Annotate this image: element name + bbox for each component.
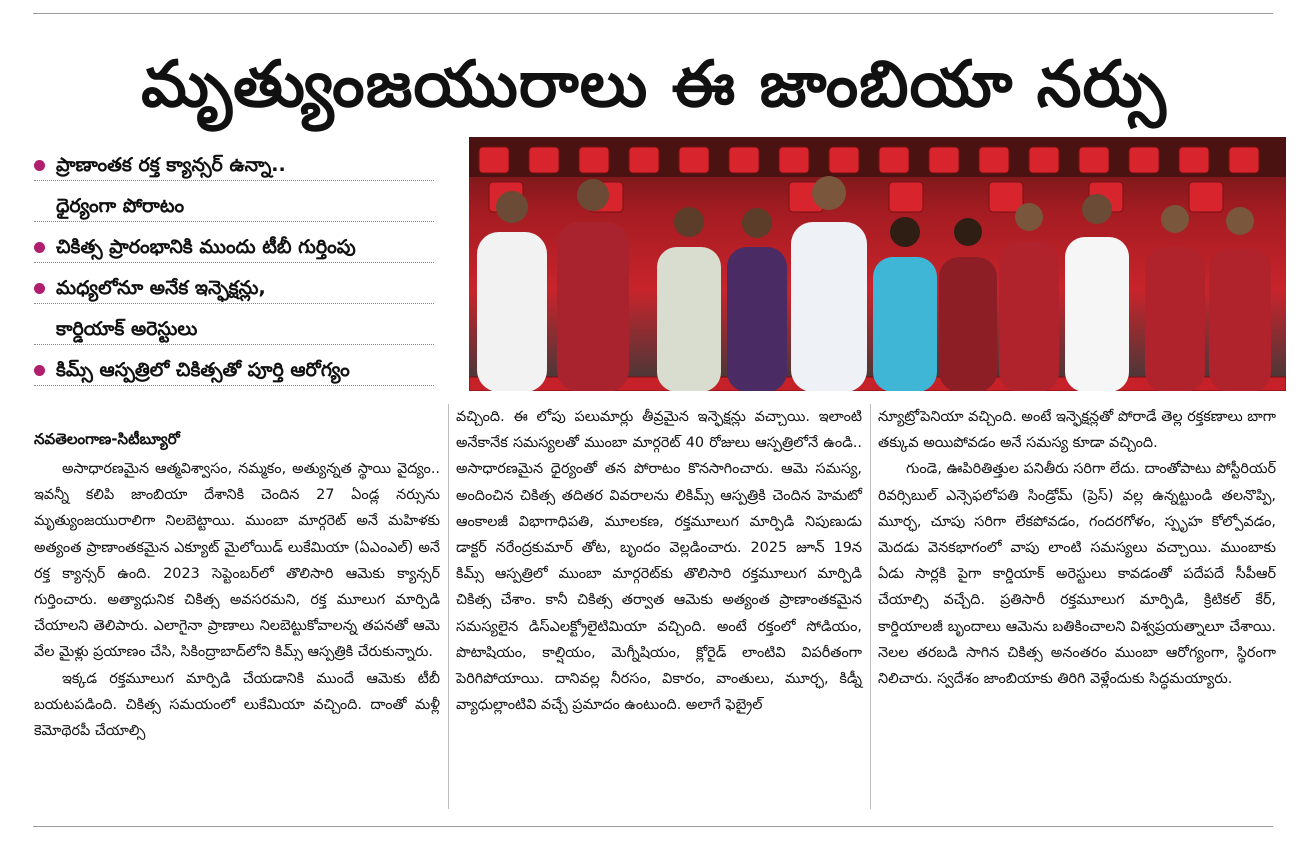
top-rule (33, 13, 1273, 14)
byline: నవతెలంగాణ-సిటీబ్యూరో (34, 430, 180, 448)
bullet-item (34, 191, 434, 222)
bullet-text: ప్రాణాంతక రక్త క్యాన్సర్ ఉన్నా.. (56, 154, 286, 176)
paragraph: గుండె, ఊపిరితిత్తుల పనితీరు సరిగా లేదు. దాంతోపాటు పోస్టీరియర్ రివర్సిబుల్ ఎన్సెఫలోపతి సిండ్రోమ్ (ప్రెస్) వల్ల ఉన్నట్టుండి తలనొప్పి, మూర్ఛ, చూపు సరిగా లేకపోవడం, గందరగోళం, స్పృహ కోల్పోవడం, మెదడు వెనకభాగంలో వాపు లాంటి సమస్యలు వచ్చాయి. ముంబాకు ఏడు సార్లకి పైగా కార్డియాక్ అరెస్టులు కావడంతో పదేపదే సీపీఆర్ చేయాల్సి వచ్చేది. ప్రతిసారీ రక్తమూలుగ మార్పిడి, క్రిటికల్ కేర్, కార్డియాలజీ బృందాలు ఆమెను బతికించాలని విశ్వప్రయత్నాలూ చేశాయి. నెలల తరబడి సాగిన చికిత్స అనంతరం ముంబా ఆరోగ్యంగా, స్థిరంగా నిలిచారు. స్వదేశం జాంబియాకు తిరిగి వెళ్లేందుకు సిద్ధమయ్యారు. (878, 461, 1276, 688)
article-column-2 (456, 404, 862, 718)
bullet-text: చికిత్స ప్రారంభానికి ముందు టీబీ గుర్తింపు (56, 236, 356, 258)
bullet-dot (34, 283, 45, 294)
bottom-rule (33, 826, 1273, 827)
bullet-item (34, 150, 434, 181)
bullet-text: కార్డియాక్ అరెస్టులు (56, 318, 198, 340)
column-divider (870, 404, 871, 809)
bullet-item (34, 355, 434, 386)
bullet-text: ధైర్యంగా పోరాటం (56, 195, 185, 217)
group-photo (469, 137, 1286, 391)
paragraph: ఇక్కడ రక్తమూలుగ మార్పిడి చేయడానికి ముందే ఆమెకు టీబీ బయటపడింది. చికిత్స సమయంలో లుకేమియా వచ్చింది. దాంతో మళ్లీ కెమోథెరపీ చేయాల్సి (34, 670, 440, 740)
column-divider (448, 404, 449, 809)
bullet-item (34, 232, 434, 263)
bullet-dot (34, 365, 45, 376)
article-column-3 (878, 404, 1276, 692)
bullet-item (34, 314, 434, 345)
bullet-dot (34, 160, 45, 171)
bullet-text: మధ్యలోనూ అనేక ఇన్ఫెక్షన్లు, (56, 277, 266, 299)
article-column-1 (34, 456, 440, 744)
bullet-item (34, 273, 434, 304)
bullet-text: కిమ్స్ ఆస్పత్రిలో చికిత్సతో పూర్తి ఆరోగ్యం (56, 359, 350, 381)
paragraph: అసాధారణమైన ఆత్మవిశ్వాసం, నమ్మకం, అత్యున్నత స్థాయి వైద్యం.. ఇవన్నీ కలిపి జాంబియా దేశానికి చెందిన 27 ఏండ్ల నర్సును మృత్యుంజయురాలిగా నిలబెట్టాయి. ముంబా మార్గరెట్ అనే మహిళకు అత్యంత ప్రాణాంతకమైన ఎక్యూట్ మైలోయిడ్ లుకేమియా (ఏఎంఎల్) అనే రక్త క్యాన్సర్ ఉంది. 2023 సెప్టెంబర్‌లో తొలిసారి ఆమెకు క్యాన్సర్ గుర్తించారు. అత్యాధునిక చికిత్స అవసరమని, రక్త మూలుగ మార్పిడి చేయాలని తెలిపారు. ఎలాగైనా ప్రాణాలు నిలబెట్టుకోవాలన్న తపనతో ఆమె వేల మైళ్లు ప్రయాణం చేసి, సికింద్రాబాద్‌లోని కిమ్స్ ఆస్పత్రికి చేరుకున్నారు. (34, 461, 440, 661)
paragraph: వచ్చింది. ఈ లోపు పలుమార్లు తీవ్రమైన ఇన్ఫెక్షన్లు వచ్చాయి. ఇలాంటి అనేకానేక సమస్యలతో ముంబా మార్గరెట్ 40 రోజులు ఆస్పత్రిలోనే ఉండి.. అసాధారణమైన ధైర్యంతో తన పోరాటం కొనసాగించారు. ఆమె సమస్య, అందించిన చికిత్స తదితర వివరాలను లికిమ్స్ ఆస్పత్రికి చెందిన హెమటో ఆంకాలజీ విభాగాధిపతి, మూలకణ, రక్తమూలుగ మార్పిడి నిపుణుడు డాక్టర్ నరేంద్రకుమార్ తోట, బృందం వెల్లడించారు. 2025 జూన్ 19న కిమ్స్ ఆస్పత్రిలో ముంబా మార్గరెట్‌కు తొలిసారి రక్తమూలుగ మార్పిడి చికిత్స చేశాం. కానీ చికిత్స తర్వాత ఆమెకు అత్యంత ప్రాణాంతకమైన సమస్యలైన డిస్ఎలక్ట్రోలైటిమియా వచ్చింది. అంటే రక్తంలో సోడియం, పొటాషియం, కాల్షియం, మెగ్నీషియం, క్లోరైడ్ లాంటివి విపరీతంగా పెరిగిపోయాయి. దానివల్ల నీరసం, వికారం, వాంతులు, మూర్ఛ, కిడ్నీ వ్యాధుల్లాంటివి వచ్చే ప్రమాదం ఉంటుంది. అలాగే ఫెబ్రైల్ (456, 409, 862, 714)
bullet-dot (34, 242, 45, 253)
auditorium-photo-illustration (469, 137, 1286, 391)
bullet-list (34, 150, 434, 396)
paragraph: న్యూట్రోపెనియా వచ్చింది. అంటే ఇన్ఫెక్షన్లతో పోరాడే తెల్ల రక్తకణాలు బాగా తక్కువ అయిపోవడం అనే సమస్య కూడా వచ్చింది. (878, 409, 1276, 452)
headline: మృత్యుంజయురాలు ఈ జాంబియా నర్సు (141, 48, 1167, 122)
